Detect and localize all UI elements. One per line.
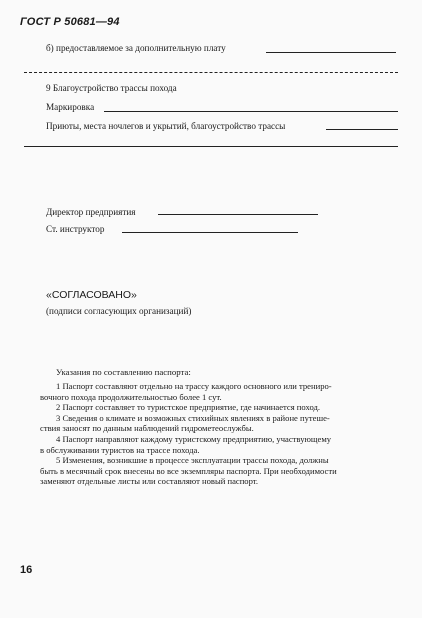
instruction-line: 5 Изменения, возникшие в процессе эксплуатации трассы похода, должны	[56, 455, 329, 466]
document-code-header: ГОСТ Р 50681—94	[20, 16, 120, 28]
instruction-line: заменяют отдельные листы или составляют новый паспорт.	[40, 476, 259, 487]
section-9-title: 9 Благоустройство трассы похода	[46, 83, 177, 93]
instruction-line: быть в месячный срок внесены во все экземпляры паспорта. При необходимости	[40, 465, 337, 476]
page-number: 16	[20, 564, 33, 576]
instruction-line: в обслуживании туристов на трассе похода.	[40, 444, 200, 455]
marking-label: Маркировка	[46, 102, 95, 112]
instruction-line: 1 Паспорт составляют отдельно на трассу каждого основного или трениро-	[56, 381, 332, 391]
instruction-line: 4 Паспорт направляют каждому туристскому предприятию, участвующему	[56, 433, 332, 444]
paid-services-label: б) предоставляемое за дополнительную плату	[46, 43, 226, 53]
instructions-heading: Указания по составлению паспорта:	[56, 367, 191, 377]
director-label: Директор предприятия	[46, 207, 136, 217]
instructor-signature-line	[122, 232, 298, 233]
approval-title: «СОГЛАСОВАНО»	[46, 289, 137, 301]
instruction-line: 2 Паспорт составляет то туристское предприятие, где начинается поход.	[56, 402, 321, 413]
instruction-line: ствия заносят по данным наблюдений гидрометеослужбы.	[40, 423, 254, 434]
shelters-fill-line	[326, 129, 398, 130]
shelters-fill-line-2	[24, 146, 398, 147]
instructions-block	[40, 381, 337, 487]
instruction-line: вочного похода продолжительностью более 1 сут.	[40, 391, 222, 402]
paid-services-fill-line	[266, 52, 396, 53]
paid-services-fill-line-2	[24, 72, 398, 73]
marking-fill-line	[104, 111, 398, 112]
director-signature-line	[158, 214, 318, 215]
shelters-label: Приюты, места ночлегов и укрытий, благоустройство трассы	[46, 121, 286, 131]
instructor-label: Ст. инструктор	[46, 224, 105, 234]
approval-subtitle: (подписи согласующих организаций)	[46, 306, 192, 316]
instruction-line: 3 Сведения о климате и возможных стихийных явлениях в районе путеше-	[56, 412, 330, 423]
